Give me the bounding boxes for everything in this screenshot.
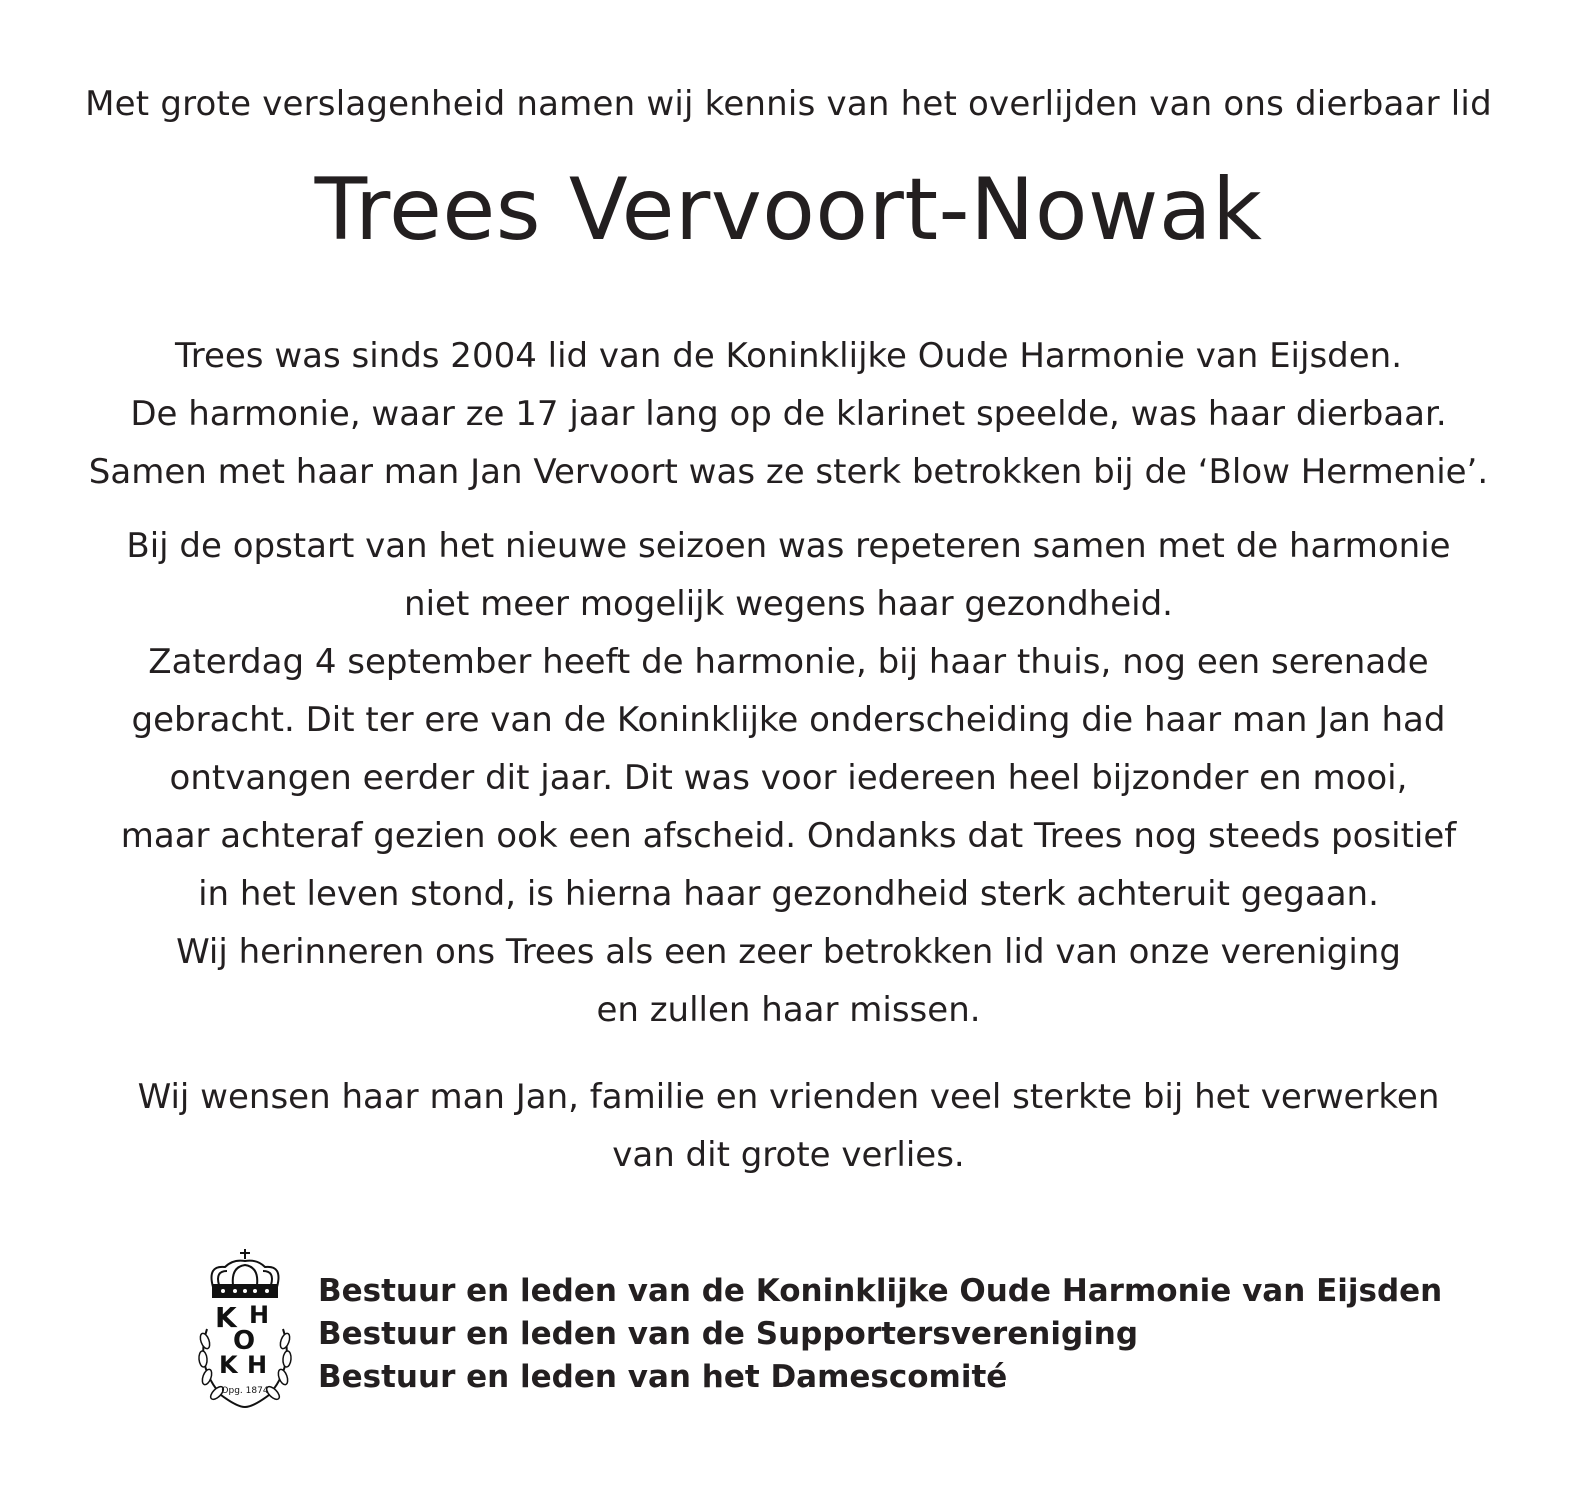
intro-line: Met grote verslagenheid namen wij kennis van het overlijden van ons dierbaar lid: [85, 84, 1492, 124]
signature-line: Bestuur en leden van het Damescomité: [318, 1359, 1008, 1395]
text-line: niet meer mogelijk wegens haar gezondheid.: [404, 584, 1173, 624]
text-line: en zullen haar missen.: [596, 990, 981, 1030]
text-line: Bij de opstart van het nieuwe seizoen was repeteren samen met de harmonie: [126, 526, 1451, 566]
signature-line: Bestuur en leden van de Supportersvereniging: [318, 1316, 1139, 1352]
paragraph-condolences: [0, 1068, 1577, 1184]
text-line: Samen met haar man Jan Vervoort was ze sterk betrokken bij de ‘Blow Hermenie’.: [88, 452, 1489, 492]
signatures: [318, 1270, 1442, 1399]
text-line: Zaterdag 4 september heeft de harmonie, bij haar thuis, nog een serenade: [148, 642, 1429, 682]
svg-text:O: O: [233, 1326, 256, 1356]
svg-text:K: K: [219, 1351, 238, 1379]
crown-wreath-emblem-icon: [193, 1245, 297, 1415]
text-line: Trees was sinds 2004 lid van de Koninklijke Oude Harmonie van Eijsden.: [174, 336, 1403, 376]
text-line: in het leven stond, is hierna haar gezondheid sterk achteruit gegaan.: [198, 874, 1379, 914]
svg-text:K: K: [215, 1301, 237, 1334]
text-line: Wij herinneren ons Trees als een zeer betrokken lid van onze vereniging: [176, 932, 1401, 972]
text-line: Wij wensen haar man Jan, familie en vrienden veel sterkte bij het verwerken: [137, 1077, 1440, 1117]
signature-line: Bestuur en leden van de Koninklijke Oude Harmonie van Eijsden: [318, 1273, 1443, 1309]
harmonie-logo: [193, 1245, 297, 1415]
svg-text:Opg. 1874: Opg. 1874: [221, 1386, 269, 1396]
text-line: gebracht. Dit ter ere van de Koninklijke onderscheiding die haar man Jan had: [131, 700, 1446, 740]
paragraph-memories: [0, 517, 1577, 1039]
text-line: ontvangen eerder dit jaar. Dit was voor iedereen heel bijzonder en mooi,: [169, 758, 1408, 798]
svg-text:H: H: [249, 1301, 270, 1329]
paragraph-membership: [0, 327, 1577, 501]
text-line: De harmonie, waar ze 17 jaar lang op de klarinet speelde, was haar dierbaar.: [130, 394, 1447, 434]
deceased-name: Trees Vervoort-Nowak: [314, 160, 1263, 260]
text-line: maar achteraf gezien ook een afscheid. Ondanks dat Trees nog steeds positief: [120, 816, 1457, 856]
svg-text:H: H: [247, 1351, 268, 1379]
text-line: van dit grote verlies.: [612, 1135, 965, 1175]
